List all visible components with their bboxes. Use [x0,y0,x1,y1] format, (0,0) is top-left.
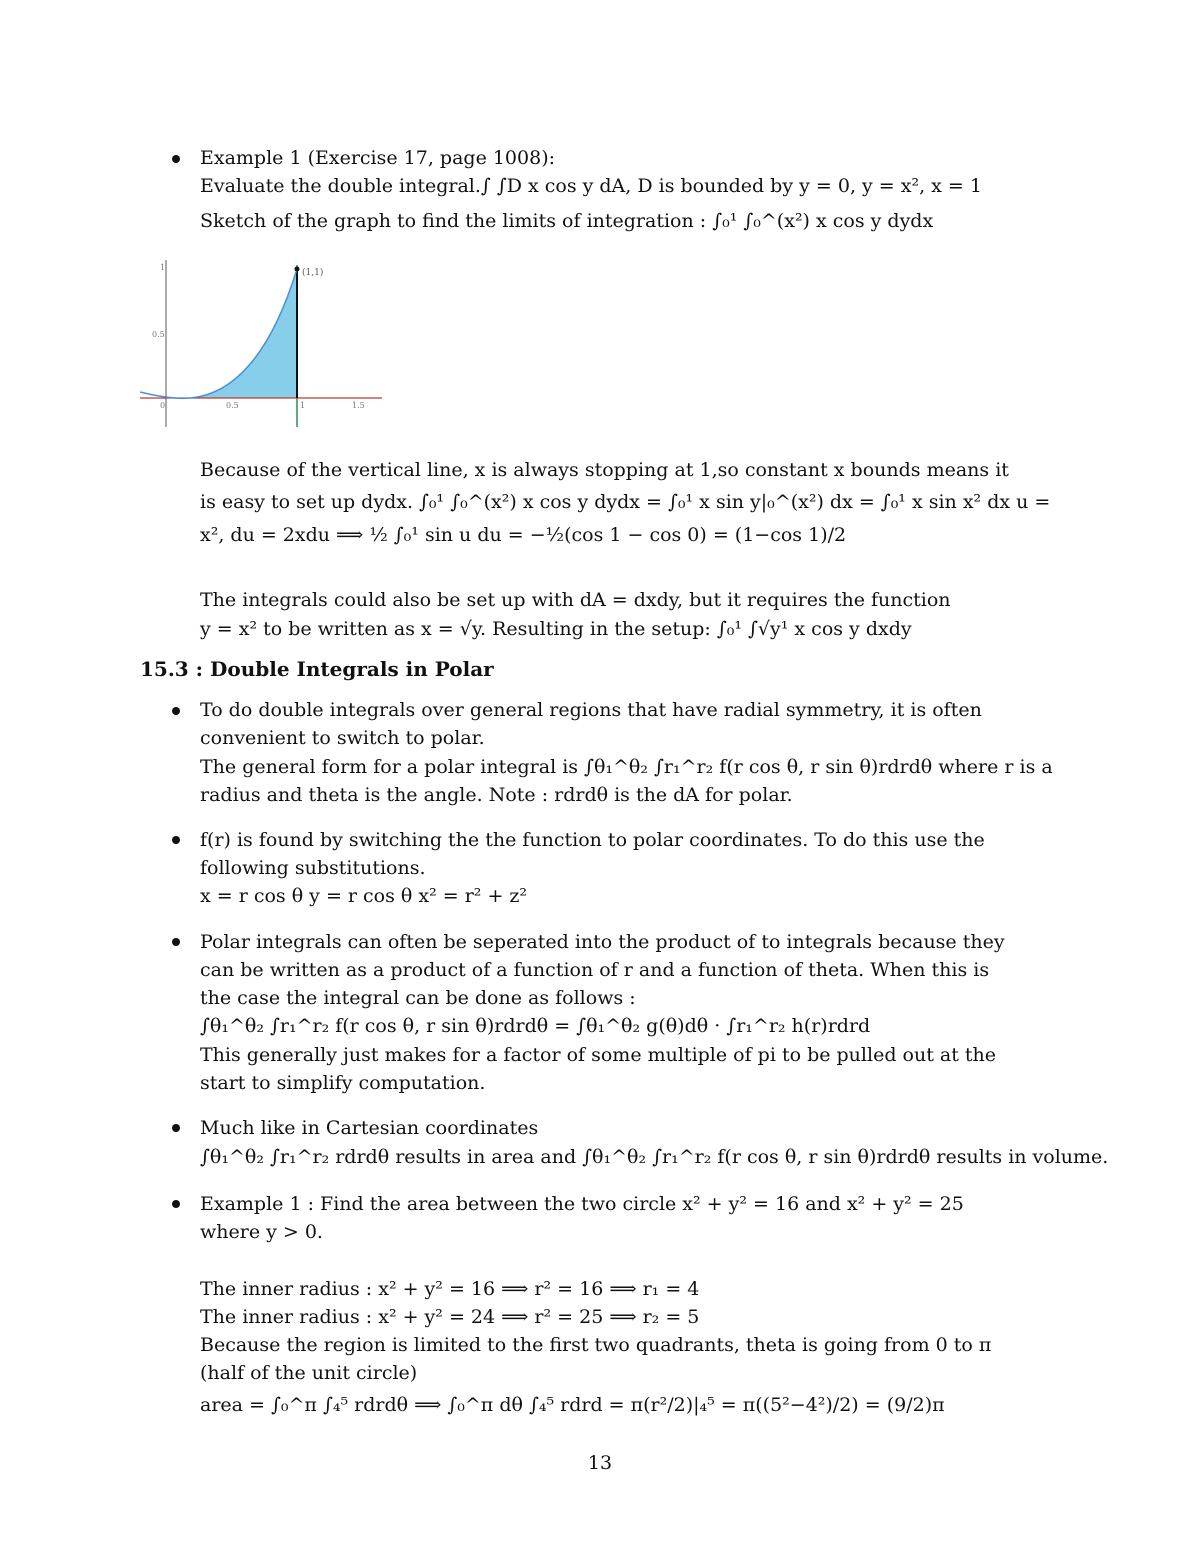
x-tick-label: 0.5 [226,401,239,410]
substitution-formulas: x = r cos θ y = r cos θ x² = r² + z² [200,885,528,907]
explanation-line: is easy to set up dydx. ∫₀¹ ∫₀^(x²) x cos y dydx = ∫₀¹ x sin y|₀^(x²) dx = ∫₀¹ x sin x² dx u = [200,491,1051,513]
polar-example-line: The inner radius : x² + y² = 16 ⟹ r² = 16 ⟹ r₁ = 4 [200,1278,700,1300]
example-sketch-note: Sketch of the graph to find the limits of integration : ∫₀¹ ∫₀^(x²) x cos y dydx [200,210,934,232]
bullet-marker [172,155,180,163]
polar-intro-line: The general form for a polar integral is ∫θ₁^θ₂ ∫r₁^r₂ f(r cos θ, r sin θ)rdrdθ where r is a [200,756,1053,778]
polar-example-line: Because the region is limited to the first two quadrants, theta is going from 0 to π [200,1334,992,1356]
region-graph [140,255,385,430]
bullet-marker [172,836,180,844]
polar-example-line: The inner radius : x² + y² = 24 ⟹ r² = 25 ⟹ r₂ = 5 [200,1306,700,1328]
y-tick-label: 0.5 [152,330,165,339]
separation-line: can be written as a product of a function of r and a function of theta. When this is [200,959,990,981]
bullet-marker [172,938,180,946]
polar-intro-line: radius and theta is the angle. Note : rdrdθ is the dA for polar. [200,784,793,806]
separation-line: Polar integrals can often be seperated into the product of to integrals because they [200,931,1005,953]
example-statement: Evaluate the double integral.∫ ∫D x cos y dA, D is bounded by y = 0, y = x², x = 1 [200,175,982,197]
x-tick-label: 1 [300,401,306,410]
polar-intro-line: To do double integrals over general regions that have radial symmetry, it is often [200,699,982,721]
page-number: 13 [587,1452,613,1474]
bullet-marker [172,1200,180,1208]
bullet-marker [172,707,180,715]
area-volume-line: Much like in Cartesian coordinates [200,1117,539,1139]
separation-line: This generally just makes for a factor of some multiple of pi to be pulled out at the [200,1044,996,1066]
explanation-line: x², du = 2xdu ⟹ ½ ∫₀¹ sin u du = −½(cos 1 − cos 0) = (1−cos 1)/2 [200,524,847,546]
section-title: 15.3 : Double Integrals in Polar [140,657,494,681]
polar-example-line: (half of the unit circle) [200,1362,418,1384]
area-volume-formula: ∫θ₁^θ₂ ∫r₁^r₂ rdrdθ results in area and ∫θ₁^θ₂ ∫r₁^r₂ f(r cos θ, r sin θ)rdrdθ results in volume. [200,1146,1109,1168]
polar-example-line: Example 1 : Find the area between the two circle x² + y² = 16 and x² + y² = 25 [200,1193,964,1215]
separation-formula: ∫θ₁^θ₂ ∫r₁^r₂ f(r cos θ, r sin θ)rdrdθ = ∫θ₁^θ₂ g(θ)dθ · ∫r₁^r₂ h(r)rdrd [200,1015,871,1037]
example-heading: Example 1 (Exercise 17, page 1008): [200,147,556,169]
explanation-line: Because of the vertical line, x is always stopping at 1,so constant x bounds means it [200,459,1009,481]
polar-intro-line: convenient to switch to polar. [200,727,485,749]
substitution-line: f(r) is found by switching the the function to polar coordinates. To do this use the [200,829,985,851]
alternative-setup-line: The integrals could also be set up with dA = dxdy, but it requires the function [200,589,951,611]
substitution-line: following substitutions. [200,857,426,879]
x-tick-label: 1.5 [352,401,365,410]
point-marker [295,267,300,272]
y-tick-label: 1 [160,263,166,272]
x-tick-label: 0 [160,401,166,410]
polar-example-line: where y > 0. [200,1221,323,1243]
separation-line: the case the integral can be done as follows : [200,987,636,1009]
bullet-marker [172,1124,180,1132]
point-label: (1,1) [302,268,324,278]
separation-line: start to simplify computation. [200,1072,486,1094]
alternative-setup-line: y = x² to be written as x = √y. Resulting in the setup: ∫₀¹ ∫√y¹ x cos y dxdy [200,618,912,640]
polar-example-result: area = ∫₀^π ∫₄⁵ rdrdθ ⟹ ∫₀^π dθ ∫₄⁵ rdrd = π(r²/2)|₄⁵ = π((5²−4²)/2) = (9/2)π [200,1394,945,1416]
